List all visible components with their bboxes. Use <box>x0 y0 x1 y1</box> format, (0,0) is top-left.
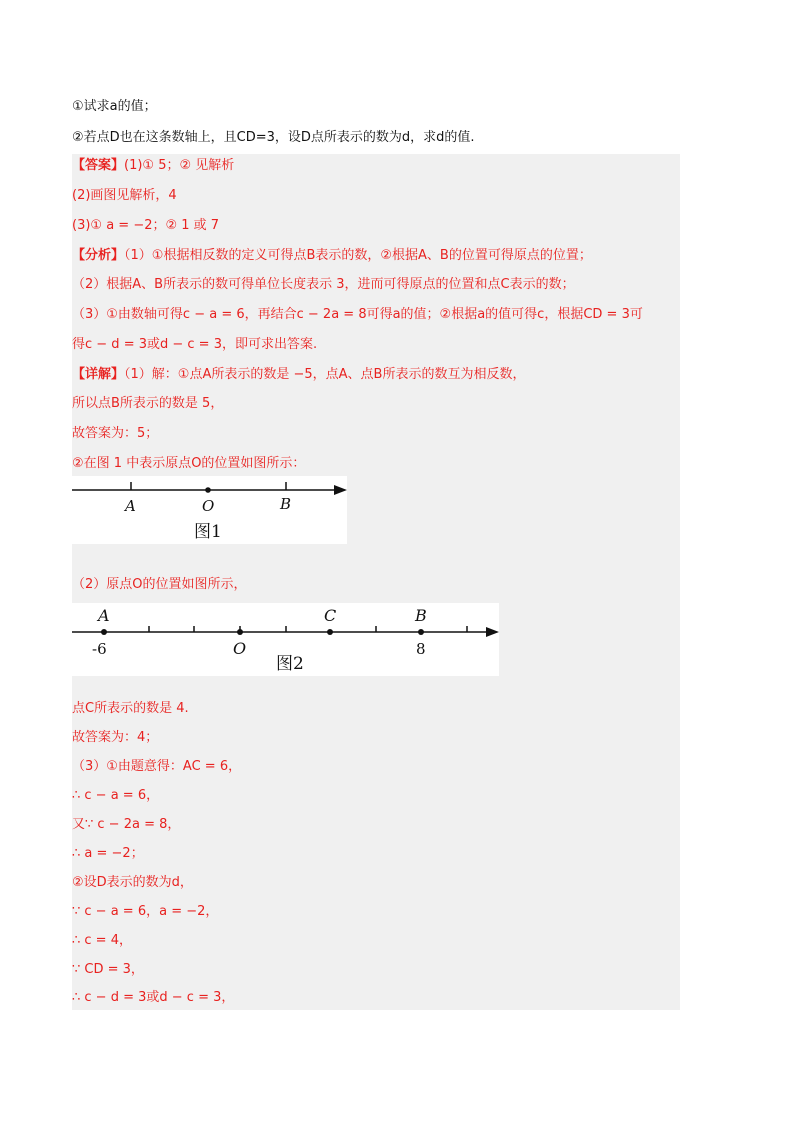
figure-1-caption: 图1 <box>194 522 222 542</box>
origin-dot-2 <box>237 629 243 635</box>
number-line-2 <box>72 603 499 676</box>
value-a: -6 <box>92 640 107 658</box>
question-part-1: ①试求a的值； <box>72 99 157 114</box>
detail-line-3: 故答案为：5； <box>72 426 159 441</box>
point-b-dot <box>418 629 424 635</box>
point-a-dot <box>101 629 107 635</box>
detail-line-2: 所以点B所表示的数是 5， <box>72 396 224 411</box>
analysis-line-4: 得c − d = 3或d − c = 3，即可求出答案. <box>72 337 318 352</box>
detail-line-9: ∴ c − a = 6， <box>72 788 160 803</box>
answer-line-3: (3)① a = −2；② 1 或 7 <box>72 218 220 233</box>
detail-line-4: ②在图 1 中表示原点O的位置如图所示： <box>72 456 306 471</box>
label-b-1: B <box>280 495 292 513</box>
analysis-line-2: （2）根据A、B所表示的数可得单位长度表示 3，进而可得原点的位置和点C表示的数； <box>72 277 575 292</box>
figure-2 <box>72 603 499 676</box>
label-o-1: O <box>202 497 215 515</box>
figure-2-caption: 图2 <box>276 654 304 674</box>
origin-dot-1 <box>205 487 211 493</box>
detail-line-13: ∵ c − a = 6，a = −2， <box>72 904 219 919</box>
detail-line-7: 故答案为：4； <box>72 730 159 745</box>
label-o-2: O <box>233 639 247 658</box>
detail-line-14: ∴ c = 4， <box>72 933 132 948</box>
point-c-dot <box>327 629 333 635</box>
analysis-line-1 <box>72 245 592 267</box>
value-b: 8 <box>416 640 426 658</box>
detail-line-16: ∴ c − d = 3或d − c = 3， <box>72 990 235 1005</box>
detail-text-1: （1）解：①点A所表示的数是 −5，点A、点B所表示的数互为相反数， <box>124 367 526 382</box>
detail-line-12: ②设D表示的数为d， <box>72 875 193 890</box>
label-c-2: C <box>324 606 337 625</box>
analysis-line-3: （3）①由数轴可得c − a = 6，再结合c − 2a = 8可得a的值；②根据a的值可得c，根据CD = 3可 <box>72 307 643 322</box>
detail-line-8: （3）①由题意得：AC = 6， <box>72 759 242 774</box>
analysis-text-1: （1）①根据相反数的定义可得点B表示的数，②根据A、B的位置可得原点的位置； <box>124 248 592 263</box>
analysis-tag: 【分析】 <box>72 248 125 263</box>
question-part-2: ②若点D也在这条数轴上，且CD=3，设D点所表示的数为d，求d的值. <box>72 130 475 145</box>
answer-line-2: (2)画图见解析，4 <box>72 188 177 203</box>
detail-line-6: 点C所表示的数是 4. <box>72 701 189 716</box>
number-line-1 <box>72 476 347 544</box>
detail-line-15: ∵ CD = 3， <box>72 962 144 977</box>
axis-arrow-1 <box>334 485 347 495</box>
label-a-1: A <box>125 497 136 515</box>
detail-tag: 【详解】 <box>72 367 125 382</box>
answer-tag: 【答案】 <box>72 158 125 173</box>
axis-arrow-2 <box>486 627 499 637</box>
detail-line-10: 又∵ c − 2a = 8， <box>72 817 181 832</box>
detail-line-5: （2）原点O的位置如图所示， <box>72 577 247 592</box>
answer-line-1 <box>72 155 234 177</box>
detail-line-11: ∴ a = −2； <box>72 846 144 861</box>
answer-text-1: (1)① 5；② 见解析 <box>124 158 235 173</box>
label-a-2: A <box>98 606 110 625</box>
label-b-2: B <box>415 606 427 625</box>
figure-1 <box>72 476 347 544</box>
detail-line-1 <box>72 364 525 386</box>
